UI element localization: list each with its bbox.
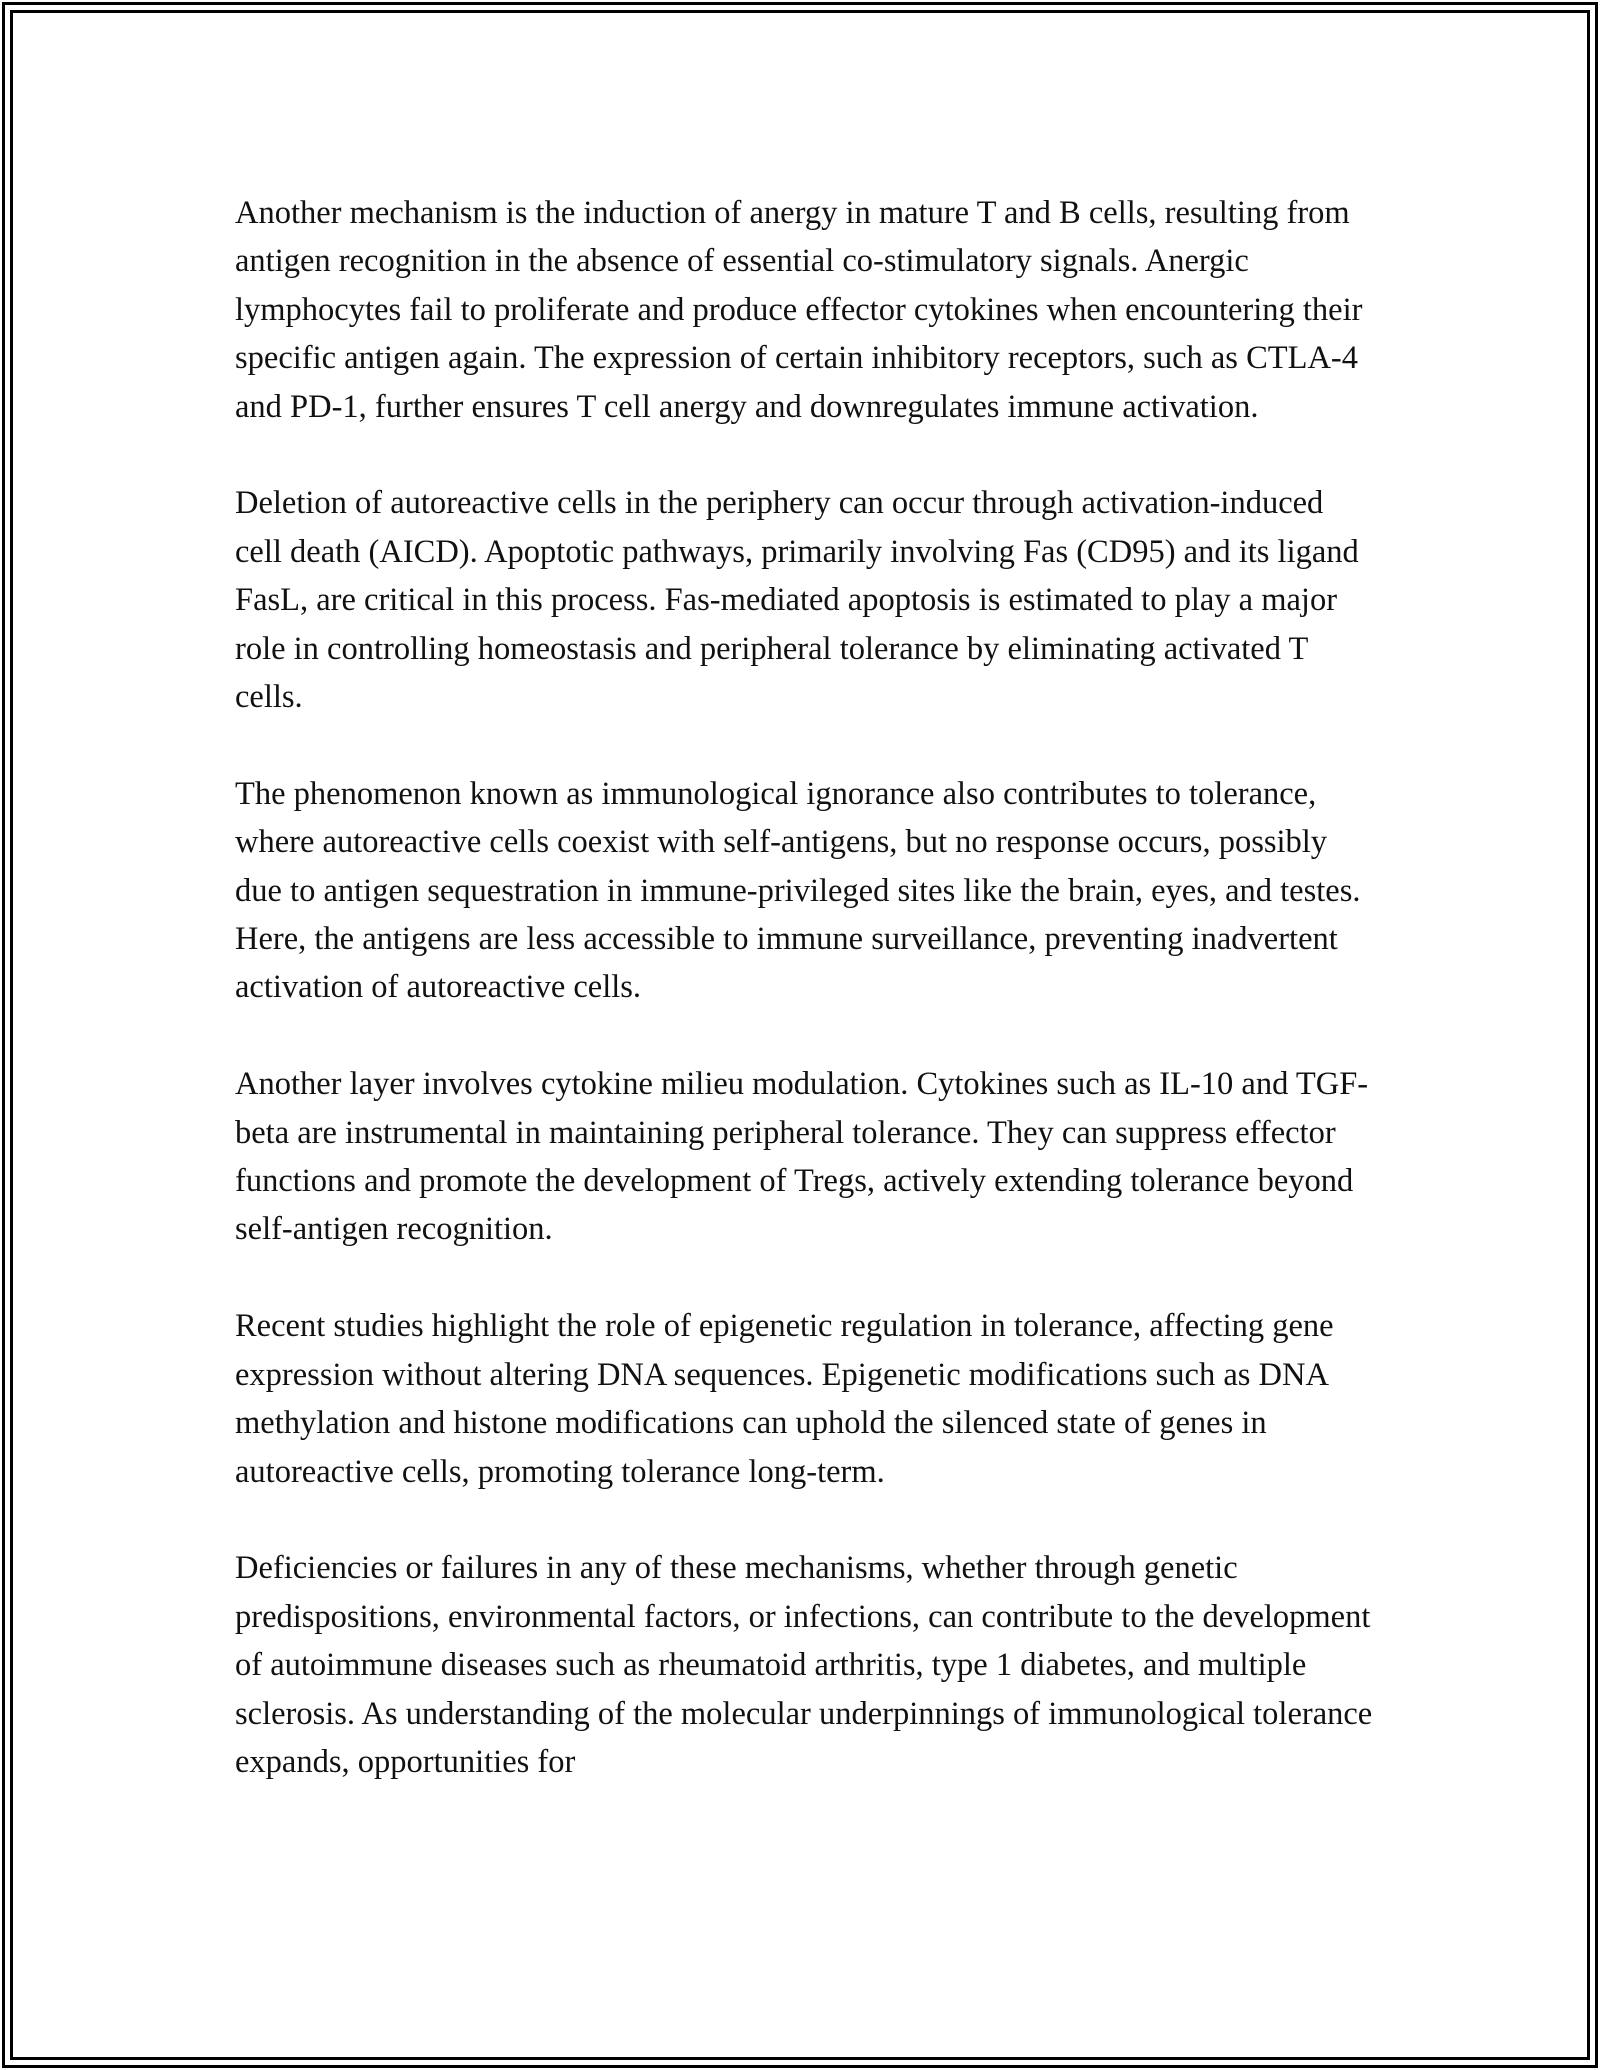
paragraph-epigenetic-regulation: Recent studies highlight the role of epigenetic regulation in tolerance, affecting gene expression without altering DNA sequences. Epigenetic modifications such as DNA methylation and histone modifications can uphold the silenced state of genes in autoreactive cells, promoting tolerance long-term. [235, 1308, 1334, 1490]
paragraph-cytokine-milieu: Another layer involves cytokine milieu modulation. Cytokines such as IL-10 and TGF-beta are instrumental in maintaining peripheral tolerance. They can suppress effector functions and promote the development of Tregs, actively extending tolerance beyond self-antigen recognition. [235, 1066, 1369, 1248]
paragraph-deficiencies: Deficiencies or failures in any of these mechanisms, whether through genetic predispositions, environmental factors, or infections, can contribute to the development of autoimmune diseases such as rheumatoid arthritis, type 1 diabetes, and multiple sclerosis. As understanding of the molecular underpinnings of immunological tolerance expands, opportunities for [235, 1550, 1373, 1780]
paragraph-anergy: Another mechanism is the induction of anergy in mature T and B cells, resulting from antigen recognition in the absence of essential co-stimulatory signals. Anergic lymphocytes fail to proliferate and produce effector cytokines when encountering their specific antigen again. The expression of certain inhibitory receptors, such as CTLA-4 and PD-1, further ensures T cell anergy and downregulates immune activation. [235, 195, 1363, 425]
document-body [235, 189, 1375, 1786]
paragraph-aicd: Deletion of autoreactive cells in the periphery can occur through activation-induced cell death (AICD). Apoptotic pathways, primarily involving Fas (CD95) and its ligand FasL, are critical in this process. Fas-mediated apoptosis is estimated to play a major role in controlling homeostasis and peripheral tolerance by eliminating activated T cells. [235, 485, 1359, 716]
paragraph-immunological-ignorance: The phenomenon known as immunological ignorance also contributes to tolerance, where autoreactive cells coexist with self-antigens, but no response occurs, possibly due to antigen sequestration in immune-privileged sites like the brain, eyes, and testes. Here, the antigens are less accessible to immune surveillance, preventing inadvertent activation of autoreactive cells. [235, 775, 1361, 1006]
